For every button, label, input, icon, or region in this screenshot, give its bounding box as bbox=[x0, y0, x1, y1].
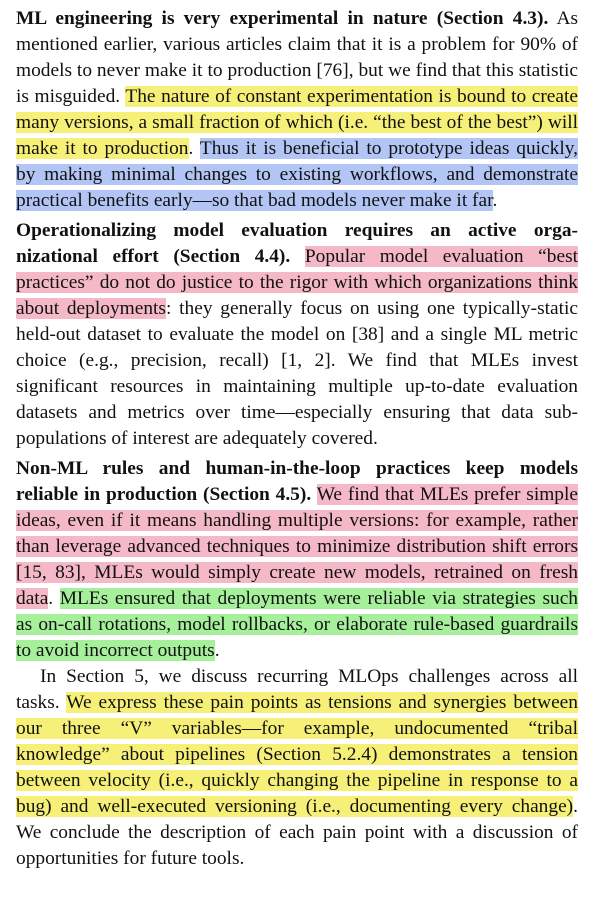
body-text: . bbox=[48, 588, 60, 609]
body-text: As mentioned earlier, various articles claim that it is a problem for 90% of models to never make it to production [76], but we find that this statistic is misguided. bbox=[16, 8, 579, 107]
highlight-pink: We find that MLEs prefer simple ideas, even if it means handling multiple versions: for example, rather than leverage advanced techniques to minimize distribution shift errors [15, 83], MLEs would simply create new models, retrained on fresh data bbox=[16, 484, 578, 609]
highlight-yellow: The nature of constant experimentation is bound to create many versions, a small fraction of which (i.e. “the best of the best”) will make it to production bbox=[16, 86, 578, 159]
paragraph-evaluation bbox=[16, 218, 578, 452]
body-text: . bbox=[492, 190, 498, 211]
paragraph-section5 bbox=[16, 664, 578, 872]
body-text: . We conclude the description of each pain point with a discussion of opportunities for future tools. bbox=[16, 796, 578, 869]
body-text: . bbox=[188, 138, 200, 159]
body-text bbox=[290, 246, 305, 267]
heading-evaluation: Operationalizing model evaluation requires an active organizational effort (Section 4.4). bbox=[16, 220, 578, 267]
body-text bbox=[311, 484, 317, 505]
highlight-yellow: We express these pain points as tensions and synergies between our three “V” variables—for example, undocumented “tribal knowledge” about pipelines (Section 5.2.4) demonstrates a tension between velocity (i.e., quickly changing the pipeline in response to a bug) and well-executed versioning (i.e., documenting every change) bbox=[16, 692, 578, 817]
heading-experimental: ML engineering is very experimental in nature (Section 4.3). bbox=[16, 8, 549, 29]
body-text: In Section 5, we discuss recurring MLOps challenges across all tasks. bbox=[16, 666, 578, 713]
highlight-green: MLEs ensured that deployments were reliable via strategies such as on-call rotations, model rollbacks, or elaborate rule-based guardrails to avoid incorrect outputs bbox=[16, 588, 578, 661]
paragraph-experimental bbox=[16, 6, 578, 214]
paragraph-reliability bbox=[16, 456, 578, 664]
heading-reliability: Non-ML rules and human-in-the-loop practices keep models reliable in production (Section 4.5). bbox=[16, 458, 578, 505]
highlight-pink: Popular model evaluation “best practices” do not do justice to the rigor with which organizations think about deployments bbox=[16, 246, 578, 319]
body-text: : they generally focus on using one typically-static held-out dataset to evaluate the model on [38] and a single ML metric choice (e.g., precision, recall) [1, 2]. We find that MLEs invest significant resources in maintaining multiple up-to-date evaluation datasets and metrics over time—especially ensuring that data sub-populations of interest are adequately covered. bbox=[16, 298, 578, 449]
body-text: . bbox=[214, 640, 220, 661]
highlight-blue: Thus it is beneficial to prototype ideas quickly, by making minimal changes to existing workflows, and demonstrate practical benefits early—so that bad models never make it far bbox=[16, 138, 578, 211]
